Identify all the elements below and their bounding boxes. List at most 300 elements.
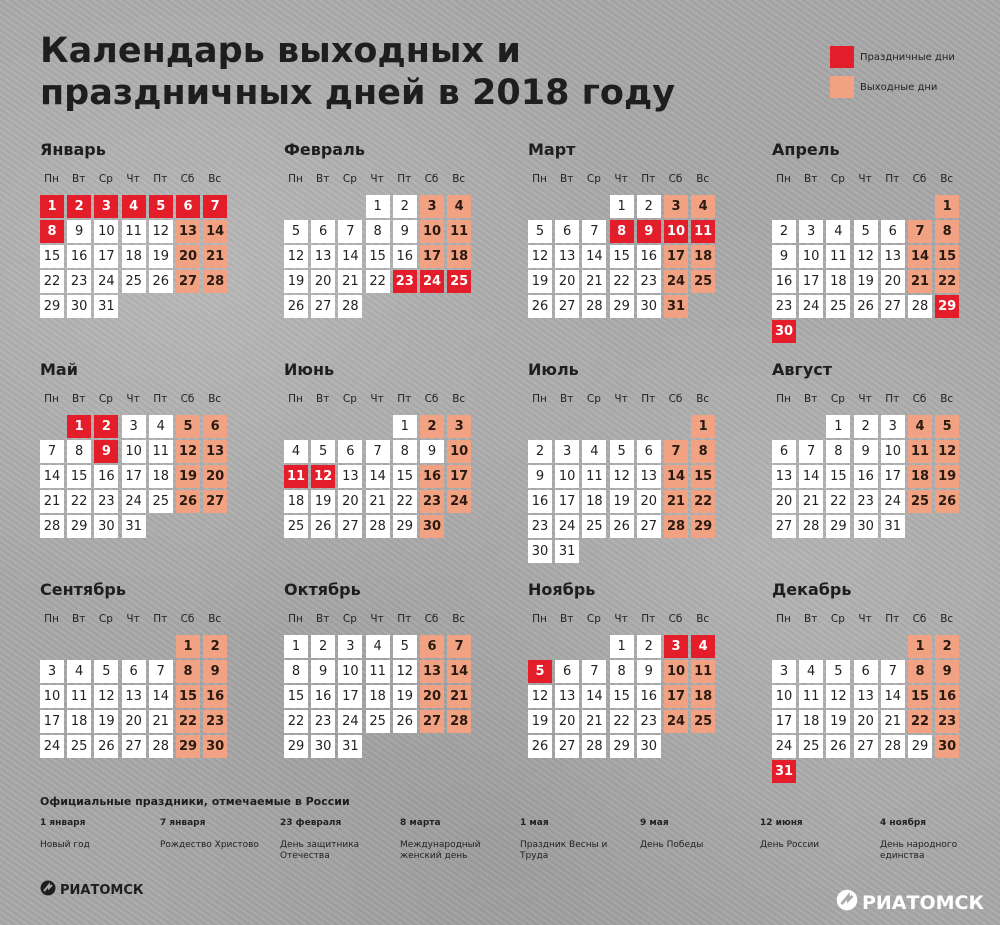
day-cell: 12 [854, 245, 878, 268]
day-cell: 9 [528, 465, 552, 488]
day-cell: 14 [447, 660, 471, 683]
day-cell: 25 [582, 515, 606, 538]
day-cell: 15 [935, 245, 959, 268]
day-cell: 25 [826, 295, 850, 318]
day-cell: 26 [176, 490, 200, 513]
day-cell: 5 [94, 660, 118, 683]
official-holiday-name: Международный женский день [400, 840, 481, 861]
day-cell: 23 [420, 490, 444, 513]
day-cell: 10 [122, 440, 146, 463]
day-cell: 3 [338, 635, 362, 658]
day-cell: 8 [366, 220, 390, 243]
day-cell: 6 [122, 660, 146, 683]
day-cell: 14 [203, 220, 227, 243]
day-cell: 26 [284, 295, 308, 318]
day-cell: 16 [420, 465, 444, 488]
weekday-label: Сб [424, 613, 439, 625]
weekday-label: Вс [940, 173, 954, 185]
day-cell: 30 [772, 320, 796, 343]
day-cell: 8 [284, 660, 308, 683]
day-cell: 3 [40, 660, 64, 683]
day-cell: 16 [637, 685, 661, 708]
day-cell: 25 [122, 270, 146, 293]
day-cell: 7 [582, 220, 606, 243]
day-cell: 2 [854, 415, 878, 438]
legend-swatch-weekend [830, 76, 854, 98]
day-cell: 22 [935, 270, 959, 293]
weekday-label: Пн [288, 393, 303, 405]
day-cell: 7 [149, 660, 173, 683]
day-cell: 11 [908, 440, 932, 463]
day-cell: 9 [772, 245, 796, 268]
day-cell: 28 [338, 295, 362, 318]
day-cell: 29 [176, 735, 200, 758]
day-cell: 17 [799, 270, 823, 293]
weekday-label: Чт [858, 393, 872, 405]
day-cell: 28 [582, 735, 606, 758]
day-cell: 2 [637, 635, 661, 658]
day-cell: 29 [908, 735, 932, 758]
day-cell: 2 [203, 635, 227, 658]
day-cell: 4 [691, 635, 715, 658]
day-cell: 19 [610, 490, 634, 513]
day-cell: 6 [555, 220, 579, 243]
day-cell: 5 [149, 195, 173, 218]
day-cell: 30 [203, 735, 227, 758]
day-cell: 13 [420, 660, 444, 683]
day-cell: 23 [637, 270, 661, 293]
official-holiday [520, 818, 630, 862]
day-cell: 12 [284, 245, 308, 268]
weekday-label: Вт [804, 393, 818, 405]
day-cell: 21 [149, 710, 173, 733]
weekday-label: Сб [424, 393, 439, 405]
day-cell: 29 [284, 735, 308, 758]
day-cell: 17 [772, 710, 796, 733]
day-cell: 4 [826, 220, 850, 243]
day-cell: 1 [908, 635, 932, 658]
weekday-label: Ср [342, 613, 357, 625]
month-name: Июнь [284, 360, 335, 379]
day-cell: 12 [149, 220, 173, 243]
day-cell: 27 [338, 515, 362, 538]
official-holiday [160, 818, 270, 851]
weekday-label: Пн [288, 173, 303, 185]
day-cell: 16 [203, 685, 227, 708]
month-name: Январь [40, 140, 106, 159]
day-cell: 4 [447, 195, 471, 218]
day-cell: 20 [176, 245, 200, 268]
day-cell: 16 [393, 245, 417, 268]
logo-watermark-text: РИАТОМСК [861, 891, 984, 914]
day-cell: 28 [908, 295, 932, 318]
weekday-label: Пт [885, 173, 900, 185]
weekday-label: Пт [153, 173, 168, 185]
day-cell: 16 [528, 490, 552, 513]
day-cell: 15 [40, 245, 64, 268]
day-cell: 3 [122, 415, 146, 438]
day-cell: 5 [393, 635, 417, 658]
day-cell: 7 [366, 440, 390, 463]
day-cell: 11 [691, 660, 715, 683]
day-cell: 24 [122, 490, 146, 513]
day-cell: 6 [338, 440, 362, 463]
day-cell: 5 [610, 440, 634, 463]
day-cell: 12 [311, 465, 335, 488]
day-cell: 14 [338, 245, 362, 268]
day-cell: 27 [881, 295, 905, 318]
day-cell: 22 [610, 270, 634, 293]
day-cell: 19 [854, 270, 878, 293]
day-cell: 29 [393, 515, 417, 538]
day-cell: 24 [338, 710, 362, 733]
day-cell: 31 [122, 515, 146, 538]
day-cell: 12 [528, 685, 552, 708]
day-cell: 23 [935, 710, 959, 733]
day-cell: 10 [881, 440, 905, 463]
day-cell: 23 [772, 295, 796, 318]
day-cell: 2 [637, 195, 661, 218]
weekday-label: Ср [98, 613, 113, 625]
day-cell: 24 [420, 270, 444, 293]
weekday-label: Сб [424, 173, 439, 185]
day-cell: 26 [826, 735, 850, 758]
day-cell: 5 [528, 220, 552, 243]
day-cell: 30 [935, 735, 959, 758]
legend-item-weekend [830, 76, 955, 98]
day-cell: 22 [284, 710, 308, 733]
day-cell: 26 [393, 710, 417, 733]
day-cell: 16 [67, 245, 91, 268]
weekday-label: Вт [316, 613, 330, 625]
day-cell: 8 [176, 660, 200, 683]
weekday-label: Пн [532, 613, 547, 625]
day-cell: 20 [881, 270, 905, 293]
day-cell: 11 [122, 220, 146, 243]
day-cell: 1 [610, 195, 634, 218]
day-cell: 9 [203, 660, 227, 683]
day-cell: 3 [420, 195, 444, 218]
day-cell: 21 [664, 490, 688, 513]
day-cell: 11 [366, 660, 390, 683]
day-cell: 2 [772, 220, 796, 243]
day-cell: 19 [149, 245, 173, 268]
day-cell: 20 [637, 490, 661, 513]
weekday-label: Вс [208, 613, 222, 625]
day-cell: 26 [528, 735, 552, 758]
day-cell: 21 [908, 270, 932, 293]
day-cell: 25 [149, 490, 173, 513]
day-cell: 3 [881, 415, 905, 438]
day-cell: 20 [122, 710, 146, 733]
day-cell: 2 [94, 415, 118, 438]
weekday-label: Ср [586, 173, 601, 185]
day-cell: 15 [610, 685, 634, 708]
day-cell: 6 [311, 220, 335, 243]
day-cell: 11 [447, 220, 471, 243]
weekday-label: Пт [641, 173, 656, 185]
day-cell: 18 [799, 710, 823, 733]
day-cell: 23 [203, 710, 227, 733]
weekday-label: Пт [885, 393, 900, 405]
day-cell: 1 [284, 635, 308, 658]
official-holiday-name: День России [760, 840, 820, 850]
day-cell: 19 [311, 490, 335, 513]
day-cell: 31 [881, 515, 905, 538]
day-cell: 3 [664, 195, 688, 218]
day-cell: 6 [203, 415, 227, 438]
day-cell: 11 [826, 245, 850, 268]
day-cell: 12 [393, 660, 417, 683]
day-cell: 6 [420, 635, 444, 658]
day-cell: 20 [772, 490, 796, 513]
day-cell: 20 [338, 490, 362, 513]
day-cell: 10 [664, 660, 688, 683]
day-cell: 10 [420, 220, 444, 243]
day-cell: 16 [94, 465, 118, 488]
day-cell: 29 [610, 735, 634, 758]
weekday-label: Чт [370, 393, 384, 405]
weekday-label: Вт [316, 173, 330, 185]
weekday-label: Пн [44, 173, 59, 185]
day-cell: 20 [555, 270, 579, 293]
day-cell: 5 [176, 415, 200, 438]
day-cell: 5 [935, 415, 959, 438]
day-cell: 26 [935, 490, 959, 513]
weekday-label: Чт [614, 393, 628, 405]
day-cell: 1 [610, 635, 634, 658]
day-cell: 4 [122, 195, 146, 218]
day-cell: 26 [610, 515, 634, 538]
weekday-label: Ср [586, 393, 601, 405]
day-cell: 17 [94, 245, 118, 268]
month-name: Декабрь [772, 580, 852, 599]
day-cell: 13 [338, 465, 362, 488]
weekday-label: Вс [452, 613, 466, 625]
day-cell: 21 [366, 490, 390, 513]
day-cell: 29 [67, 515, 91, 538]
weekday-label: Вс [696, 393, 710, 405]
weekday-label: Пн [44, 393, 59, 405]
day-cell: 11 [67, 685, 91, 708]
weekday-label: Пн [288, 613, 303, 625]
logo-watermark-mark-icon [836, 889, 858, 916]
day-cell: 25 [691, 710, 715, 733]
weekday-label: Вс [940, 613, 954, 625]
weekday-label: Ср [830, 393, 845, 405]
day-cell: 10 [555, 465, 579, 488]
weekday-label: Вт [72, 173, 86, 185]
day-cell: 13 [555, 245, 579, 268]
day-cell: 24 [555, 515, 579, 538]
day-cell: 31 [664, 295, 688, 318]
official-holiday-date: 1 мая [520, 818, 549, 828]
day-cell: 5 [311, 440, 335, 463]
day-cell: 20 [555, 710, 579, 733]
weekday-label: Вт [804, 173, 818, 185]
weekday-label: Пн [44, 613, 59, 625]
day-cell: 27 [555, 295, 579, 318]
day-cell: 9 [94, 440, 118, 463]
official-holiday [760, 818, 870, 851]
official-holiday-date: 23 февраля [280, 818, 342, 828]
weekday-label: Сб [180, 613, 195, 625]
day-cell: 6 [555, 660, 579, 683]
weekday-label: Пн [776, 613, 791, 625]
day-cell: 21 [203, 245, 227, 268]
day-cell: 14 [908, 245, 932, 268]
day-cell: 26 [528, 295, 552, 318]
day-cell: 27 [420, 710, 444, 733]
day-cell: 1 [935, 195, 959, 218]
day-cell: 17 [664, 245, 688, 268]
day-cell: 20 [203, 465, 227, 488]
weekday-label: Вт [560, 613, 574, 625]
day-cell: 15 [67, 465, 91, 488]
day-cell: 27 [772, 515, 796, 538]
day-cell: 22 [610, 710, 634, 733]
weekday-label: Вт [316, 393, 330, 405]
day-cell: 7 [799, 440, 823, 463]
day-cell: 6 [854, 660, 878, 683]
day-cell: 19 [528, 270, 552, 293]
day-cell: 4 [908, 415, 932, 438]
day-cell: 18 [122, 245, 146, 268]
weekday-label: Вт [560, 173, 574, 185]
official-holiday-date: 4 ноября [880, 818, 927, 828]
day-cell: 18 [691, 685, 715, 708]
weekday-label: Чт [614, 613, 628, 625]
weekday-label: Чт [858, 173, 872, 185]
day-cell: 6 [176, 195, 200, 218]
official-holiday-name: День Победы [640, 840, 704, 850]
day-cell: 6 [772, 440, 796, 463]
legend-label-weekend: Выходные дни [860, 81, 938, 93]
day-cell: 18 [447, 245, 471, 268]
day-cell: 4 [691, 195, 715, 218]
day-cell: 18 [149, 465, 173, 488]
weekday-label: Сб [912, 393, 927, 405]
day-cell: 11 [691, 220, 715, 243]
day-cell: 15 [826, 465, 850, 488]
day-cell: 27 [637, 515, 661, 538]
official-holiday-date: 1 января [40, 818, 86, 828]
weekday-label: Пт [641, 393, 656, 405]
day-cell: 22 [393, 490, 417, 513]
day-cell: 22 [67, 490, 91, 513]
day-cell: 1 [67, 415, 91, 438]
day-cell: 17 [40, 710, 64, 733]
day-cell: 9 [637, 660, 661, 683]
day-cell: 14 [582, 685, 606, 708]
weekday-label: Сб [668, 173, 683, 185]
day-cell: 8 [610, 220, 634, 243]
day-cell: 13 [637, 465, 661, 488]
weekday-label: Вс [208, 393, 222, 405]
weekday-label: Пн [776, 173, 791, 185]
day-cell: 2 [67, 195, 91, 218]
weekday-label: Чт [126, 173, 140, 185]
weekday-label: Пт [641, 613, 656, 625]
day-cell: 5 [826, 660, 850, 683]
day-cell: 4 [366, 635, 390, 658]
day-cell: 27 [854, 735, 878, 758]
day-cell: 16 [637, 245, 661, 268]
weekday-label: Пн [532, 393, 547, 405]
day-cell: 28 [664, 515, 688, 538]
weekday-label: Ср [98, 393, 113, 405]
day-cell: 26 [854, 295, 878, 318]
day-cell: 19 [94, 710, 118, 733]
day-cell: 27 [311, 295, 335, 318]
day-cell: 28 [366, 515, 390, 538]
day-cell: 8 [908, 660, 932, 683]
day-cell: 19 [826, 710, 850, 733]
weekday-label: Пт [153, 393, 168, 405]
day-cell: 19 [284, 270, 308, 293]
weekday-label: Пт [397, 393, 412, 405]
day-cell: 13 [311, 245, 335, 268]
day-cell: 21 [582, 710, 606, 733]
day-cell: 2 [420, 415, 444, 438]
day-cell: 12 [528, 245, 552, 268]
day-cell: 2 [393, 195, 417, 218]
day-cell: 23 [393, 270, 417, 293]
weekday-label: Сб [180, 393, 195, 405]
official-holiday-name: Рождество Христово [160, 840, 259, 850]
day-cell: 15 [176, 685, 200, 708]
month-name: Октябрь [284, 580, 361, 599]
month-name: Август [772, 360, 833, 379]
day-cell: 3 [555, 440, 579, 463]
day-cell: 17 [555, 490, 579, 513]
day-cell: 7 [881, 660, 905, 683]
day-cell: 13 [176, 220, 200, 243]
day-cell: 16 [854, 465, 878, 488]
day-cell: 10 [799, 245, 823, 268]
weekday-label: Чт [370, 173, 384, 185]
day-cell: 3 [664, 635, 688, 658]
day-cell: 22 [176, 710, 200, 733]
day-cell: 14 [799, 465, 823, 488]
day-cell: 6 [637, 440, 661, 463]
weekday-label: Вт [72, 393, 86, 405]
day-cell: 28 [203, 270, 227, 293]
legend [830, 46, 955, 106]
day-cell: 29 [40, 295, 64, 318]
day-cell: 15 [284, 685, 308, 708]
month-name: Сентябрь [40, 580, 126, 599]
day-cell: 14 [881, 685, 905, 708]
day-cell: 17 [420, 245, 444, 268]
month-name: Март [528, 140, 576, 159]
weekday-label: Чт [858, 613, 872, 625]
day-cell: 30 [854, 515, 878, 538]
day-cell: 25 [691, 270, 715, 293]
day-cell: 27 [122, 735, 146, 758]
day-cell: 16 [311, 685, 335, 708]
day-cell: 10 [94, 220, 118, 243]
day-cell: 22 [40, 270, 64, 293]
day-cell: 22 [366, 270, 390, 293]
day-cell: 8 [67, 440, 91, 463]
day-cell: 12 [935, 440, 959, 463]
official-holiday-date: 7 января [160, 818, 206, 828]
day-cell: 3 [94, 195, 118, 218]
day-cell: 10 [40, 685, 64, 708]
day-cell: 18 [366, 685, 390, 708]
official-holiday [280, 818, 390, 862]
